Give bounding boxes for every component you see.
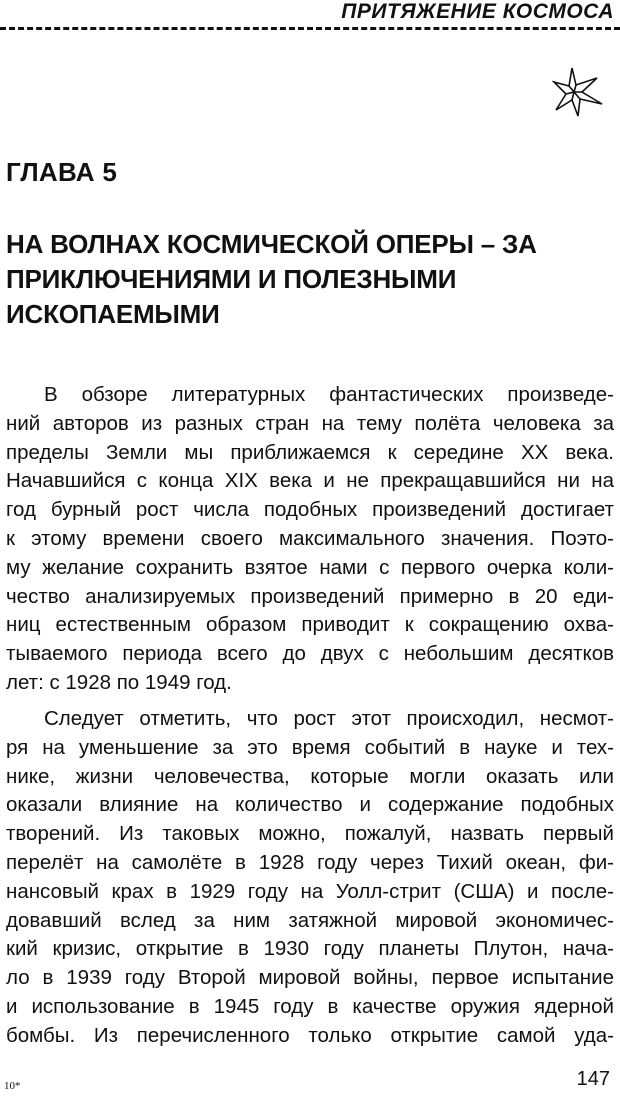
paragraph-1 xyxy=(6,381,614,698)
text-line: ло в 1939 году Второй мировой войны, первое испытание xyxy=(6,966,614,990)
text-line: нансовый крах в 1929 году на Уолл-стрит (США) и после- xyxy=(6,879,614,903)
text-line: В обзоре литературных фантастических произведе- xyxy=(44,383,614,406)
text-line: ниц естественным образом приводит к сокращению охва- xyxy=(6,613,614,637)
chapter-title xyxy=(6,227,614,332)
text-line: перелёт на самолёте в 1928 году через Тихий океан, фи- xyxy=(6,850,614,874)
running-head: ПРИТЯЖЕНИЕ КОСМОСА xyxy=(341,0,614,23)
text-line: ний авторов из разных стран на тему полёта человека за xyxy=(6,411,614,435)
page-number: 147 xyxy=(576,1068,610,1090)
chapter-label: ГЛАВА 5 xyxy=(6,157,118,187)
text-line: бомбы. Из перечисленного только открытие самой уда- xyxy=(6,1023,614,1047)
text-line: к этому времени своего максимального значения. Поэто- xyxy=(6,526,614,550)
text-line: год бурный рост числа подобных произведений достигает xyxy=(6,498,614,522)
text-line: ря на уменьшение за это время событий в науке и тех- xyxy=(6,735,614,759)
star-burst-icon xyxy=(552,66,604,118)
text-line: Начавшийся с конца XIX века и не прекращавшийся ни на xyxy=(6,469,614,493)
chapter-title-line: ПРИКЛЮЧЕНИЯМИ И ПОЛЕЗНЫМИ xyxy=(6,264,457,294)
text-line: и использование в 1945 году в качестве оружия ядерной xyxy=(6,994,614,1018)
text-line: творений. Из таковых можно, пожалуй, назвать первый xyxy=(6,822,614,846)
header-rule xyxy=(0,27,620,30)
text-line: оказали влияние на количество и содержание подобных xyxy=(6,793,614,817)
text-line: лет: с 1928 по 1949 год. xyxy=(6,670,232,694)
chapter-title-line: ИСКОПАЕМЫМИ xyxy=(6,299,220,329)
text-line: му желание сохранить взятое нами с первого очерка коли- xyxy=(6,555,614,579)
signature-mark: 10* xyxy=(4,1080,21,1092)
chapter-title-line: НА ВОЛНАХ КОСМИЧЕСКОЙ ОПЕРЫ – ЗА xyxy=(6,229,537,259)
text-line: нике, жизни человечества, которые могли оказать или xyxy=(6,764,614,788)
text-line: пределы Земли мы приближаемся к середине XX века. xyxy=(6,440,614,464)
text-line: довавший вслед за ним затяжной мировой экономичес- xyxy=(6,908,614,932)
text-line: Следует отметить, что рост этот происходил, несмот- xyxy=(44,707,614,730)
paragraph-2 xyxy=(6,705,614,1051)
text-line: чество анализируемых произведений примерно в 20 еди- xyxy=(6,584,614,608)
text-line: кий кризис, открытие в 1930 году планеты Плутон, нача- xyxy=(6,937,614,961)
text-line: тываемого периода всего до двух с небольшим десятков xyxy=(6,642,614,666)
